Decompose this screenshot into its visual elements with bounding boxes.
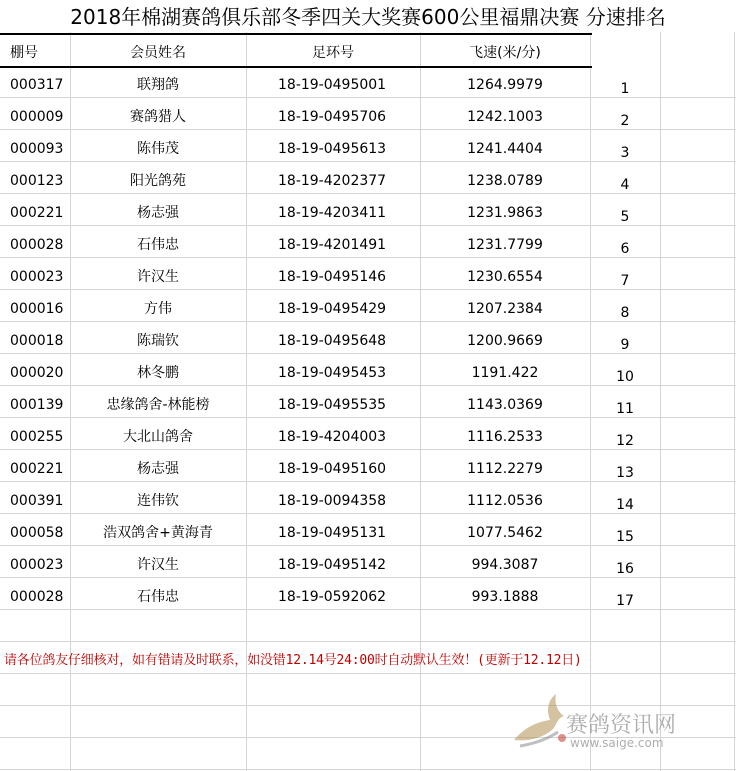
ring-no-cell: 18-19-0495142 — [278, 557, 387, 573]
cage-no-cell: 000058 — [10, 525, 64, 541]
member-name-cell: 许汉生 — [137, 557, 179, 573]
watermark-logo — [506, 688, 726, 760]
title-divider — [0, 33, 592, 35]
speed-cell: 1264.9979 — [467, 77, 543, 93]
member-name-cell: 杨志强 — [137, 205, 179, 221]
cage-no-cell: 000028 — [10, 237, 64, 253]
table-row[interactable] — [0, 418, 736, 450]
speed-cell: 1116.2533 — [467, 429, 543, 445]
cage-no-cell: 000023 — [10, 269, 64, 285]
rank-cell: 1 — [620, 81, 630, 97]
cage-no-cell: 000123 — [10, 173, 64, 189]
rank-cell: 14 — [616, 497, 634, 513]
cage-no-cell: 000028 — [10, 589, 64, 605]
cage-no-cell: 000221 — [10, 205, 64, 221]
speed-cell: 1231.7799 — [467, 237, 543, 253]
speed-cell: 1238.0789 — [467, 173, 543, 189]
speed-cell: 1230.6554 — [467, 269, 543, 285]
member-name-cell: 陈瑞钦 — [137, 333, 179, 349]
member-name-cell: 联翔鸽 — [137, 77, 179, 93]
member-name-cell: 林冬鹏 — [137, 365, 179, 381]
member-name-cell: 赛鸽猎人 — [130, 109, 186, 125]
rank-cell: 10 — [616, 369, 634, 385]
speed-cell: 1112.2279 — [467, 461, 543, 477]
cage-no-cell: 000023 — [10, 557, 64, 573]
rank-cell: 12 — [616, 433, 634, 449]
ring-no-cell: 18-19-0094358 — [278, 493, 387, 509]
cage-no-cell: 000221 — [10, 461, 64, 477]
rank-cell: 4 — [620, 177, 630, 193]
member-name-cell: 方伟 — [144, 301, 172, 317]
ring-no-cell: 18-19-4204003 — [278, 429, 387, 445]
ring-no-cell: 18-19-4203411 — [278, 205, 387, 221]
rank-cell: 15 — [616, 529, 634, 545]
table-row[interactable] — [0, 514, 736, 546]
table-row[interactable] — [0, 354, 736, 386]
table-row[interactable] — [0, 162, 736, 194]
member-name-cell: 石伟忠 — [137, 237, 179, 253]
cage-no-cell: 000139 — [10, 397, 64, 413]
member-name-cell: 许汉生 — [137, 269, 179, 285]
ring-no-cell: 18-19-0495613 — [278, 141, 387, 157]
member-name-cell: 连伟钦 — [137, 493, 179, 509]
cage-no-cell: 000020 — [10, 365, 64, 381]
speed-cell: 1200.9669 — [467, 333, 543, 349]
ring-no-cell: 18-19-0495001 — [278, 77, 387, 93]
speed-cell: 1231.9863 — [467, 205, 543, 221]
speed-cell: 1191.422 — [471, 365, 539, 381]
cage-no-cell: 000009 — [10, 109, 64, 125]
header-speed: 飞速(米/分) — [469, 45, 541, 61]
speed-cell: 1241.4404 — [467, 141, 543, 157]
ring-no-cell: 18-19-0495429 — [278, 301, 387, 317]
speed-cell: 1242.1003 — [467, 109, 543, 125]
table-row[interactable] — [0, 482, 736, 514]
ring-no-cell: 18-19-0592062 — [278, 589, 387, 605]
table-row[interactable] — [0, 322, 736, 354]
ring-no-cell: 18-19-0495146 — [278, 269, 387, 285]
member-name-cell: 浩双鸽舍+黄海青 — [103, 525, 213, 541]
ring-no-cell: 18-19-0495160 — [278, 461, 387, 477]
table-row[interactable] — [0, 386, 736, 418]
speed-cell: 1077.5462 — [467, 525, 543, 541]
table-row[interactable] — [0, 66, 736, 98]
header-member-name: 会员姓名 — [130, 45, 186, 61]
rank-cell: 17 — [616, 593, 634, 609]
ring-no-cell: 18-19-0495131 — [278, 525, 387, 541]
page-title: 2018年棉湖赛鸽俱乐部冬季四关大奖赛600公里福鼎决赛 分速排名 — [0, 0, 736, 32]
cage-no-cell: 000016 — [10, 301, 64, 317]
cage-no-cell: 000255 — [10, 429, 64, 445]
rank-cell: 11 — [616, 401, 634, 417]
speed-cell: 1112.0536 — [467, 493, 543, 509]
cage-no-cell: 000093 — [10, 141, 64, 157]
rank-cell: 16 — [616, 561, 634, 577]
watermark-url: www.saige.com — [570, 736, 664, 750]
ring-no-cell: 18-19-0495706 — [278, 109, 387, 125]
speed-cell: 993.1888 — [471, 589, 539, 605]
ring-no-cell: 18-19-0495453 — [278, 365, 387, 381]
member-name-cell: 石伟忠 — [137, 589, 179, 605]
table-row[interactable] — [0, 98, 736, 130]
watermark-text: 赛鸽资讯网 — [566, 713, 677, 738]
member-name-cell: 阳光鸽苑 — [130, 173, 186, 189]
speed-cell: 1207.2384 — [467, 301, 543, 317]
ring-no-cell: 18-19-4202377 — [278, 173, 387, 189]
rank-cell: 9 — [620, 337, 630, 353]
ring-no-cell: 18-19-4201491 — [278, 237, 387, 253]
table-row[interactable] — [0, 578, 736, 610]
member-name-cell: 杨志强 — [137, 461, 179, 477]
table-row[interactable] — [0, 546, 736, 578]
rank-cell: 2 — [620, 113, 630, 129]
rank-cell: 6 — [620, 241, 630, 257]
member-name-cell: 陈伟茂 — [137, 141, 179, 157]
rank-cell: 5 — [620, 209, 630, 225]
header-ring-no: 足环号 — [312, 45, 354, 61]
notice-text: 请各位鸽友仔细核对，如有错请及时联系，如没错12.14号24:00时自动默认生效！(更新于12.12日) — [4, 653, 582, 668]
table-row[interactable] — [0, 290, 736, 322]
ring-no-cell: 18-19-0495535 — [278, 397, 387, 413]
rank-cell: 7 — [620, 273, 630, 289]
cage-no-cell: 000018 — [10, 333, 64, 349]
rank-cell: 13 — [616, 465, 634, 481]
member-name-cell: 忠缘鸽舍-林能榜 — [106, 397, 210, 413]
speed-cell: 1143.0369 — [467, 397, 543, 413]
table-row[interactable] — [0, 130, 736, 162]
cage-no-cell: 000391 — [10, 493, 64, 509]
table-row[interactable] — [0, 258, 736, 290]
cage-no-cell: 000317 — [10, 77, 64, 93]
table-row[interactable] — [0, 226, 736, 258]
rank-cell: 3 — [620, 145, 630, 161]
ring-no-cell: 18-19-0495648 — [278, 333, 387, 349]
rank-cell: 8 — [620, 305, 630, 321]
member-name-cell: 大北山鸽舍 — [123, 429, 193, 445]
table-row[interactable] — [0, 450, 736, 482]
speed-cell: 994.3087 — [471, 557, 539, 573]
header-cage-no: 棚号 — [10, 45, 38, 61]
table-row[interactable] — [0, 194, 736, 226]
